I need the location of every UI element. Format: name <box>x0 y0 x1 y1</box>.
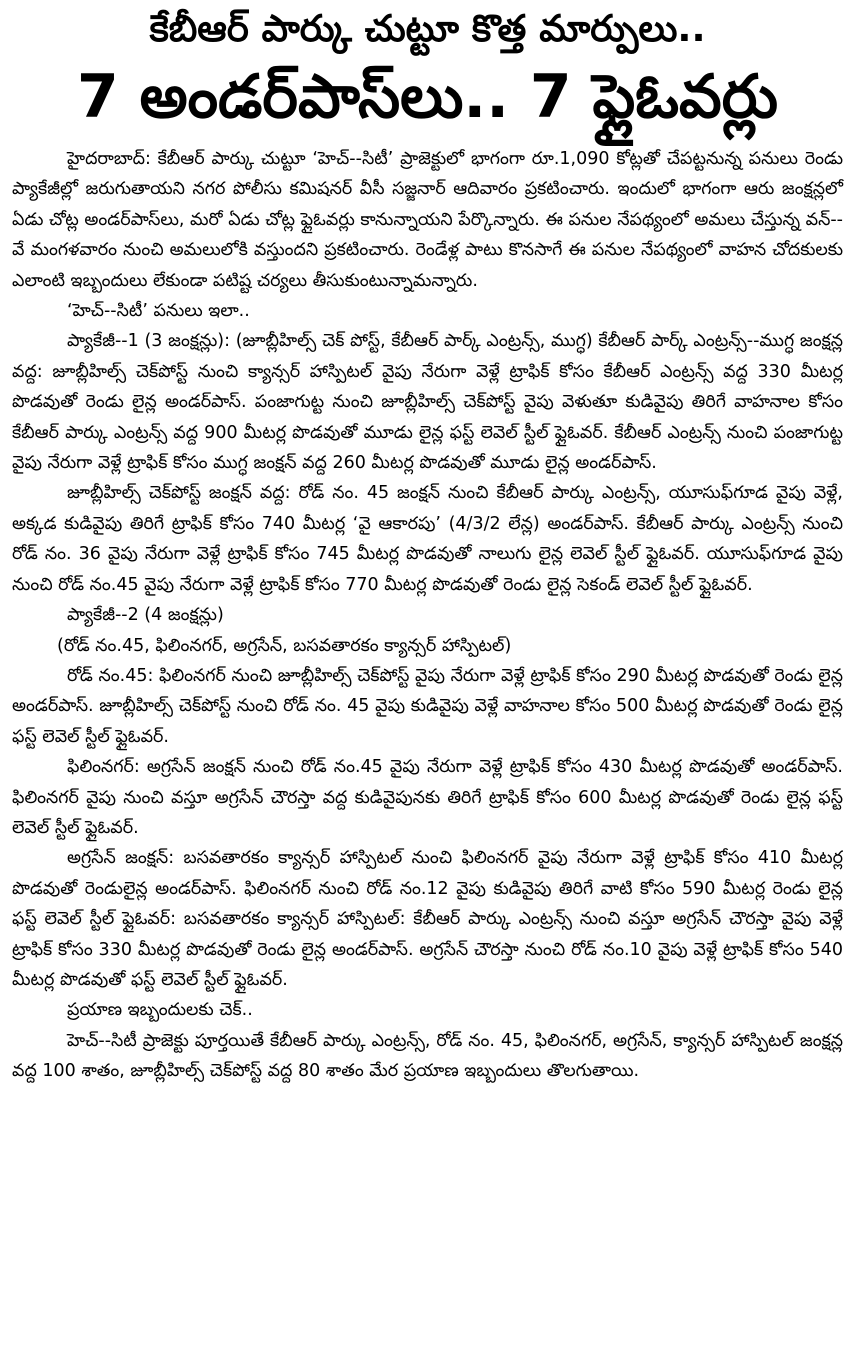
section-heading-hcity-works: ‘హెచ్--సిటీ’ పనులు ఇలా.. <box>67 301 250 322</box>
article-headline: 7 అండర్‌పాస్‌లు.. 7 ఫ్లైఓవర్లు <box>76 62 779 132</box>
paragraph-intro: హైదరాబాద్: కేబీఆర్ పార్కు చుట్టూ ‘హెచ్--సిటీ’ ప్రాజెక్టులో భాగంగా రూ.1,090 కోట్లతో చేపట్టనున్న పనులు రెండు ప్యాకేజీల్లో జరుగుతాయని నగర పోలీసు కమిషనర్ వీసీ సజ్జనార్ ఆదివారం ప్రకటించారు. ఇందులో భాగంగా ఆరు జంక్షన్లలో ఏడు చోట్ల అండర్‌పాస్‌లు, మరో ఏడు చోట్ల ఫ్లైఓవర్లు కానున్నాయని పేర్కొన్నారు. ఈ పనుల నేపథ్యంలో అమలు చేస్తున్న వన్-- వే మంగళవారం నుంచి అమలులోకి వస్తుందని ప్రకటించారు. రెండేళ్ల పాటు కొనసాగే ఈ పనుల నేపథ్యంలో వాహన చోదకులకు ఎలాంటి ఇబ్బందులు లేకుండా పటిష్ట చర్యలు తీసుకుంటున్నామన్నారు. <box>12 149 843 291</box>
paragraph-checkpost-junction: జూబ్లీహిల్స్ చెక్‌పోస్ట్ జంక్షన్ వద్ద: రోడ్ నం. 45 జంక్షన్ నుంచి కేబీఆర్ పార్కు ఎంట్రన్స్, యూసుఫ్‌గూడ వైపు వెళ్లే, అక్కడ కుడివైపు తిరిగే ట్రాఫిక్ కోసం 740 మీటర్ల ‘వై ఆకారపు’ (4/3/2 లేన్ల) అండర్‌పాస్. కేబీఆర్ పార్కు ఎంట్రన్స్ నుంచి రోడ్ నం. 36 వైపు నేరుగా వెళ్లే ట్రాఫిక్ కోసం 745 మీటర్ల పొడవుతో నాలుగు లైన్ల లెవెల్ స్టీల్ ఫ్లైఓవర్. యూసుఫ్‌గూడ వైపు నుంచి రోడ్ నం.45 వైపు నేరుగా వెళ్లే ట్రాఫిక్ కోసం 770 మీటర్ల పొడవుతో రెండు లైన్ల సెకండ్ లెవెల్ స్టీల్ ఫ్లైఓవర్. <box>12 483 843 595</box>
paragraph-agrasen-junction: అగ్రసేన్ జంక్షన్: బసవతారకం క్యాన్సర్ హాస్పిటల్ నుంచి ఫిలింనగర్ వైపు నేరుగా వెళ్లే ట్రాఫిక్ కోసం 410 మీటర్ల పొడవుతో రెండులైన్ల అండర్‌పాస్. ఫిలింనగర్ నుంచి రోడ్ నం.12 వైపు కుడివైపు తిరిగే వాటి కోసం 590 మీటర్ల రెండు లైన్ల ఫస్ట్ లెవెల్ స్టీల్ ఫ్లైఓవర్: బసవతారకం క్యాన్సర్ హాస్పిటల్: కేబీఆర్ పార్కు ఎంట్రన్స్ నుంచి వస్తూ అగ్రసేన్ చౌరస్తా వైపు వెళ్లే ట్రాఫిక్ కోసం 330 మీటర్ల పొడవుతో రెండు లైన్ల అండర్‌పాస్. అగ్రసేన్ చౌరస్తా నుంచి రోడ్ నం.10 వైపు వెళ్లే ట్రాఫిక్ కోసం 540 మీటర్ల పొడవుతో ఫస్ట్ లెవెల్ స్టీల్ ఫ్లైఓవర్. <box>12 848 843 990</box>
article-subheadline: కేబీఆర్ పార్కు చుట్టూ కొత్త మార్పులు.. <box>149 7 706 50</box>
paragraph-filmnagar: ఫిలింనగర్: అగ్రసేన్ జంక్షన్ నుంచి రోడ్ నం.45 వైపు నేరుగా వెళ్లే ట్రాఫిక్ కోసం 430 మీటర్ల పొడవుతో అండర్‌పాస్. ఫిలింనగర్ వైపు నుంచి వస్తూ అగ్రసేన్ చౌరస్తా వద్ద కుడివైపునకు తిరిగే ట్రాఫిక్ కోసం 600 మీటర్ల పొడవుతో రెండు లైన్ల ఫస్ట్ లెవెల్ స్టీల్ ఫ్లైఓవర్. <box>12 757 843 838</box>
package-2-junction-list: (రోడ్ నం.45, ఫిలింనగర్, అగ్రసేన్, బసవతారకం క్యాన్సర్ హాస్పిటల్) <box>57 635 512 656</box>
paragraph-road-45: రోడ్ నం.45: ఫిలింనగర్ నుంచి జూబ్లీహిల్స్ చెక్‌పోస్ట్ వైపు నేరుగా వెళ్లే ట్రాఫిక్ కోసం 290 మీటర్ల పొడవుతో రెండు లైన్ల అండర్‌పాస్. జూబ్లీహిల్స్ చెక్‌పోస్ట్ నుంచి రోడ్ నం. 45 వైపు కుడివైపు వెళ్లే వాహనాల కోసం 500 మీటర్ల పొడవుతో రెండు లైన్ల ఫస్ట్ లెవెల్ స్టీల్ ఫ్లైఓవర్. <box>12 665 843 747</box>
section-heading-package-2: ప్యాకేజీ--2 (4 జంక్షన్లు) <box>67 605 224 626</box>
section-heading-travel-relief: ప్రయాణ ఇబ్బందులకు చెక్.. <box>67 1000 253 1021</box>
article-body <box>12 144 843 1087</box>
paragraph-conclusion: హెచ్--సిటీ ప్రాజెక్టు పూర్తయితే కేబీఆర్ పార్కు ఎంట్రన్స్, రోడ్ నం. 45, ఫిలింనగర్, అగ్రసేన్, క్యాన్సర్ హాస్పిటల్ జంక్షన్ల వద్ద 100 శాతం, జూబ్లీహిల్స్ చెక్‌పోస్ట్ వద్ద 80 శాతం మేర ప్రయాణ ఇబ్బందులు తొలగుతాయి. <box>12 1030 843 1082</box>
paragraph-package-1: ప్యాకేజీ--1 (3 జంక్షన్లు): (జూబ్లీహిల్స్ చెక్ పోస్ట్, కేబీఆర్ పార్క్ ఎంట్రన్స్, ముగ్ధ) కేబీఆర్ పార్క్ ఎంట్రన్స్--ముగ్ధ జంక్షన్ల వద్ద: జూబ్లీహిల్స్ చెక్‌పోస్ట్ నుంచి క్యాన్సర్ హాస్పిటల్ వైపు నేరుగా వెళ్లే ట్రాఫిక్ కోసం కేబీఆర్ ఎంట్రన్స్ వద్ద 330 మీటర్ల పొడవుతో రెండు లైన్ల అండర్‌పాస్. పంజాగుట్ట నుంచి జూబ్లీహిల్స్ చెక్‌పోస్ట్ వైపు వెళుతూ కుడివైపు తిరిగే వాహనాల కోసం కేబీఆర్ పార్కు ఎంట్రన్స్ వద్ద 900 మీటర్ల పొడవుతో మూడు లైన్ల ఫస్ట్ లెవెల్ స్టీల్ ఫ్లైఓవర్. కేబీఆర్ ఎంట్రన్స్ నుంచి పంజాగుట్ట వైపు నేరుగా వెళ్లే ట్రాఫిక్ కోసం ముగ్ధ జంక్షన్ వద్ద 260 మీటర్ల పొడవుతో మూడు లైన్ల అండర్‌పాస్. <box>12 331 843 474</box>
